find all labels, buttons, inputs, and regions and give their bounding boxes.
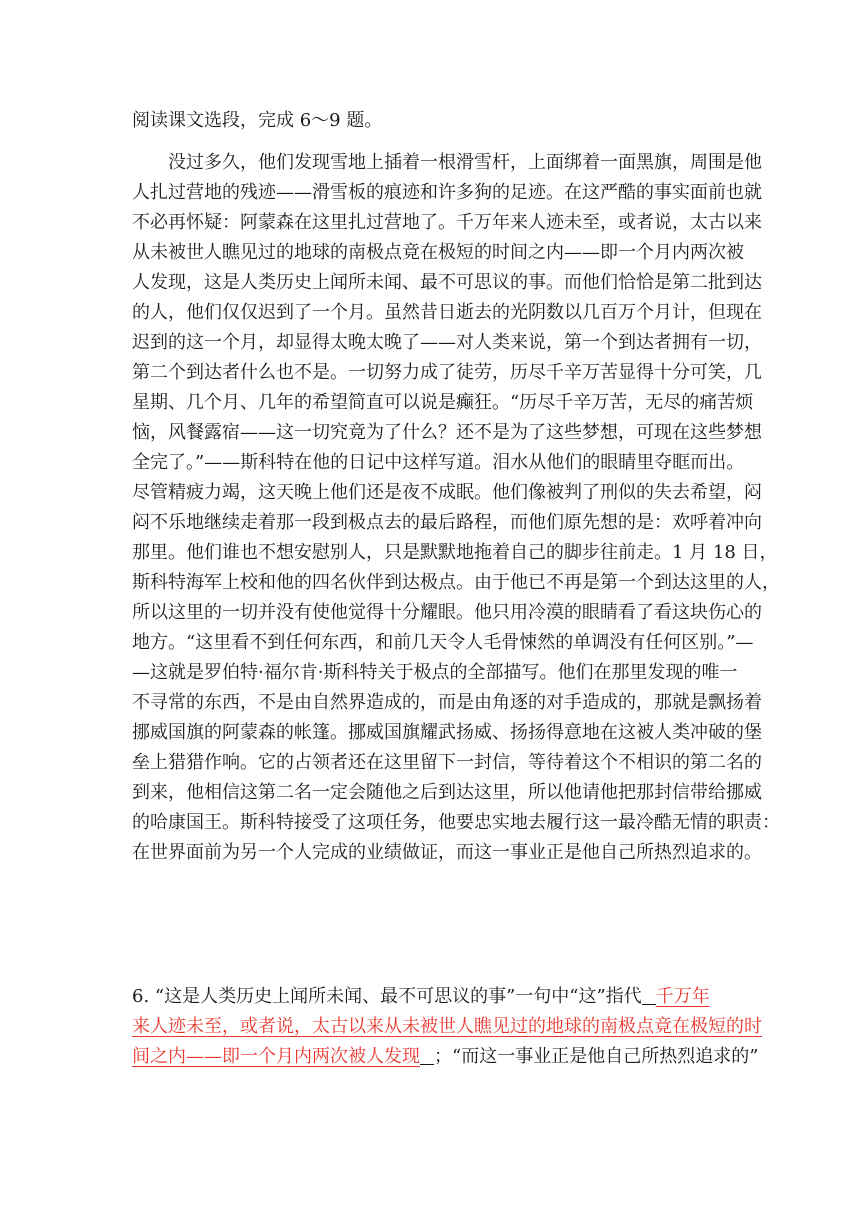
answer-text: 千万年 (655, 986, 710, 1007)
question-6 (132, 982, 762, 1072)
passage-line: 迟到的这一个月，却显得太晚太晚了——对人类来说，第一个到达者拥有一切， (132, 332, 762, 353)
passage-line: 全完了。”——斯科特在他的日记中这样写道。泪水从他们的眼睛里夺眶而出。 (132, 452, 745, 473)
passage-line: 闷不乐地继续走着那一段到极点去的最后路程，而他们原先想的是：欢呼着冲向 (132, 512, 762, 533)
passage-line: 在世界面前为另一个人完成的业绩做证，而这一事业正是他自己所热烈追求的。 (132, 842, 762, 863)
passage-line: 不寻常的东西，不是由自然界造成的，而是由角逐的对手造成的，那就是飘扬着 (132, 692, 762, 713)
passage-line: 的哈康国王。斯科特接受了这项任务，他要忠实地去履行这一最冷酷无情的职责： (132, 812, 780, 833)
answer-text: 来人迹未至，或者说，太古以来从未被世人瞧见过的地球的南极点竟在极短的时 (132, 1016, 762, 1037)
passage-line: 人发现，这是人类历史上闻所未闻、最不可思议的事。而他们恰恰是第二批到达 (132, 272, 762, 293)
passage-line: 那里。他们谁也不想安慰别人，只是默默地拖着自己的脚步往前走。1 月 18 日， (132, 542, 778, 563)
question-line-2 (132, 1012, 762, 1042)
instruction-text: 阅读课文选段，完成 6～9 题。 (132, 110, 383, 131)
passage-line: 到来，他相信这第二名一定会随他之后到达这里，所以他请他把那封信带给挪威 (132, 782, 762, 803)
passage-line: 没过多久，他们发现雪地上插着一根滑雪杆，上面绑着一面黑旗，周围是他 (168, 152, 762, 173)
passage-line: 恼，风餐露宿——这一切究竟为了什么？还不是为了这些梦想，可现在这些梦想 (132, 422, 762, 443)
answer-text: 间之内——即一个月内两次被人发现 (132, 1046, 420, 1067)
passage-line: 斯科特海军上校和他的四名伙伴到达极点。由于他已不再是第一个到达这里的人， (132, 572, 780, 593)
passage-line: 尽管精疲力竭，这天晚上他们还是夜不成眠。他们像被判了刑似的失去希望，闷 (132, 482, 762, 503)
passage-line: 的人，他们仅仅迟到了一个月。虽然昔日逝去的光阴数以几百万个月计，但现在 (132, 302, 762, 323)
reading-passage (132, 148, 780, 868)
passage-line: 挪威国旗的阿蒙森的帐篷。挪威国旗耀武扬威、扬扬得意地在这被人类冲破的堡 (132, 722, 762, 743)
passage-line: 地方。“这里看不到任何东西，和前几天令人毛骨悚然的单调没有任何区别。”— (132, 632, 754, 653)
passage-line: 星期、几个月、几年的希望简直可以说是癫狂。“历尽千辛万苦，无尽的痛苦烦 (132, 392, 754, 413)
passage-line: 从未被世人瞧见过的地球的南极点竟在极短的时间之内——即一个月内两次被 (132, 242, 744, 263)
question-line-3 (132, 1042, 759, 1072)
question-line-1 (132, 982, 744, 1012)
passage-line: 垒上猎猎作响。它的占领者还在这里留下一封信，等待着这个不相识的第二名的 (132, 752, 762, 773)
answer-blank-lead (642, 986, 656, 1005)
passage-line: 人扎过营地的残迹——滑雪板的痕迹和许多狗的足迹。在这严酷的事实面前也就 (132, 182, 762, 203)
passage-line: 所以这里的一切并没有使他觉得十分耀眼。他只用冷漠的眼睛看了看这块伤心的 (132, 602, 762, 623)
question-text: ；“而这一事业正是他自己所热烈追求的” (434, 1046, 759, 1067)
passage-line: —这就是罗伯特·福尔肯·斯科特关于极点的全部描写。他们在那里发现的唯一 (132, 662, 738, 683)
passage-line: 不必再怀疑：阿蒙森在这里扎过营地了。千万年来人迹未至，或者说，太古以来 (132, 212, 762, 233)
question-text: 6. “这是人类历史上闻所未闻、最不可思议的事”一句中“这”指代 (132, 986, 642, 1007)
passage-line: 第二个到达者什么也不是。一切努力成了徒劳，历尽千辛万苦显得十分可笑，几 (132, 362, 762, 383)
answer-blank-trail (420, 1046, 434, 1065)
